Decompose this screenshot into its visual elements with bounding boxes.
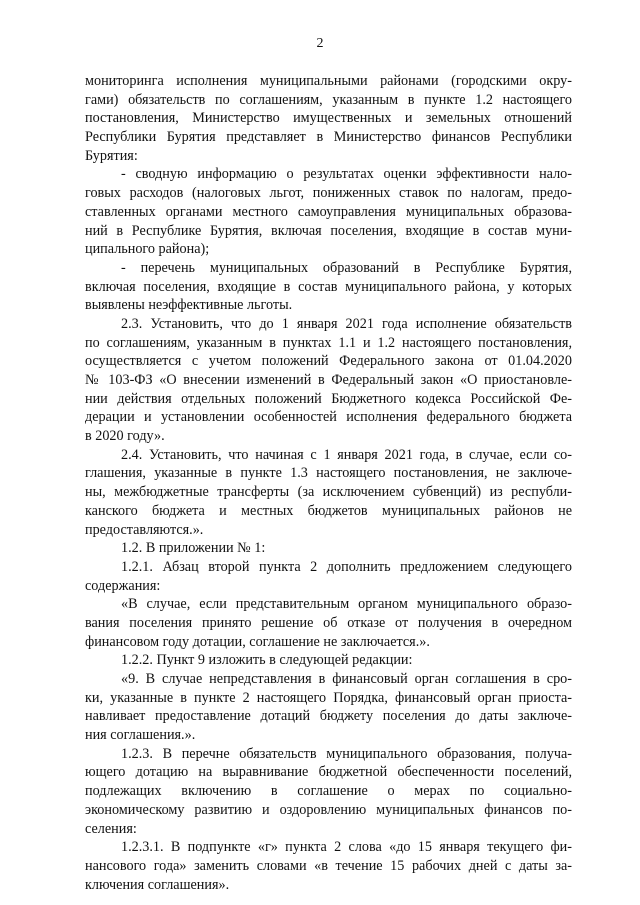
text-line: выявлены неэффективные льготы. xyxy=(85,297,293,314)
text-line: «9. В случае непредставления в финансовый орган соглашения в сро- xyxy=(121,671,572,687)
document-body xyxy=(85,72,572,894)
text-line: навливает предоставление дотаций бюджету поселения до даты заключе- xyxy=(85,708,572,725)
text-line: финансовом году дотации, соглашение не заключается.». xyxy=(85,633,430,650)
text-line: 1.2.3. В перечне обязательств муниципального образования, получа- xyxy=(121,745,572,762)
text-line: глашения, указанные в пункте 1.3 настоящего постановления, не заключе- xyxy=(85,465,572,482)
text-line: содержания: xyxy=(85,577,161,594)
text-line: - перечень муниципальных образований в Республике Бурятия, xyxy=(121,259,572,276)
text-line: ющего дотацию на выравнивание бюджетной обеспеченности поселений, xyxy=(85,764,572,781)
text-line: нансового года» заменить словами «в течение 15 рабочих дней с даты за- xyxy=(85,857,572,874)
text-line: предоставляются.». xyxy=(85,521,204,538)
text-line: № 103-ФЗ «О внесении изменений в Федеральный закон «О приостановле- xyxy=(85,372,572,388)
text-line: ний в Республике Бурятия, включая поселения, входящие в состав муни- xyxy=(85,222,572,239)
text-line: подлежащих включению в соглашение о мерах по социально- xyxy=(85,783,572,800)
text-line: вания поселения принято решение об отказе от получения в очередном xyxy=(85,614,572,631)
text-line: 2.3. Установить, что до 1 января 2021 года исполнение обязательств xyxy=(121,315,572,332)
text-line: 1.2. В приложении № 1: xyxy=(121,540,266,557)
text-line: экономическому развитию и оздоровлению муниципальных финансов по- xyxy=(85,801,572,818)
text-line: ставленных органами местного самоуправления муниципальных образова- xyxy=(85,203,572,220)
text-line: мониторинга исполнения муниципальными районами (городскими окру- xyxy=(85,73,572,89)
text-line: канского бюджета и местных бюджетов муниципальных районов не xyxy=(85,502,572,519)
text-line: ки, указанные в пункте 2 настоящего Порядка, финансовый орган приоста- xyxy=(85,689,572,706)
text-line: 1.2.2. Пункт 9 изложить в следующей редакции: xyxy=(121,652,413,669)
text-line: ключения соглашения». xyxy=(85,876,230,893)
text-line: в 2020 году». xyxy=(85,428,165,445)
text-line: осуществляется с учетом положений Федерального закона от 01.04.2020 xyxy=(85,353,572,370)
text-line: по соглашениям, указанным в пунктах 1.1 и 1.2 настоящего постановления, xyxy=(85,334,572,351)
text-line: гами) обязательств по соглашениям, указанным в пункте 1.2 настоящего xyxy=(85,91,572,108)
page-number: 2 xyxy=(316,36,324,51)
text-line: ны, межбюджетные трансферты (за исключением субвенций) из республи- xyxy=(85,484,572,501)
text-line: «В случае, если представительным органом муниципального образо- xyxy=(121,596,572,613)
text-line: Бурятия: xyxy=(85,147,138,164)
text-line: Республики Бурятия представляет в Министерство финансов Республики xyxy=(85,129,572,146)
text-line: ципального района); xyxy=(85,241,210,258)
text-line: 1.2.3.1. В подпункте «г» пункта 2 слова «до 15 января текущего фи- xyxy=(121,839,572,856)
text-line: постановления, Министерство имущественных и земельных отношений xyxy=(85,110,572,127)
text-line: 1.2.1. Абзац второй пункта 2 дополнить предложением следующего xyxy=(121,558,572,575)
text-line: селения: xyxy=(85,820,137,837)
text-line: 2.4. Установить, что начиная с 1 января 2021 года, в случае, если со- xyxy=(121,446,572,463)
text-line: ния соглашения.». xyxy=(85,727,196,744)
text-line: включая поселения, входящие в состав муниципального района, у которых xyxy=(85,278,572,295)
text-line: нии действия отдельных положений Бюджетного кодекса Российской Фе- xyxy=(85,390,572,407)
text-line: говых расходов (налоговых льгот, пониженных ставок по налогам, предо- xyxy=(85,185,572,202)
text-line: - сводную информацию о результатах оценки эффективности нало- xyxy=(121,166,572,183)
text-line: дерации и установлении особенностей исполнения федерального бюджета xyxy=(85,409,572,426)
